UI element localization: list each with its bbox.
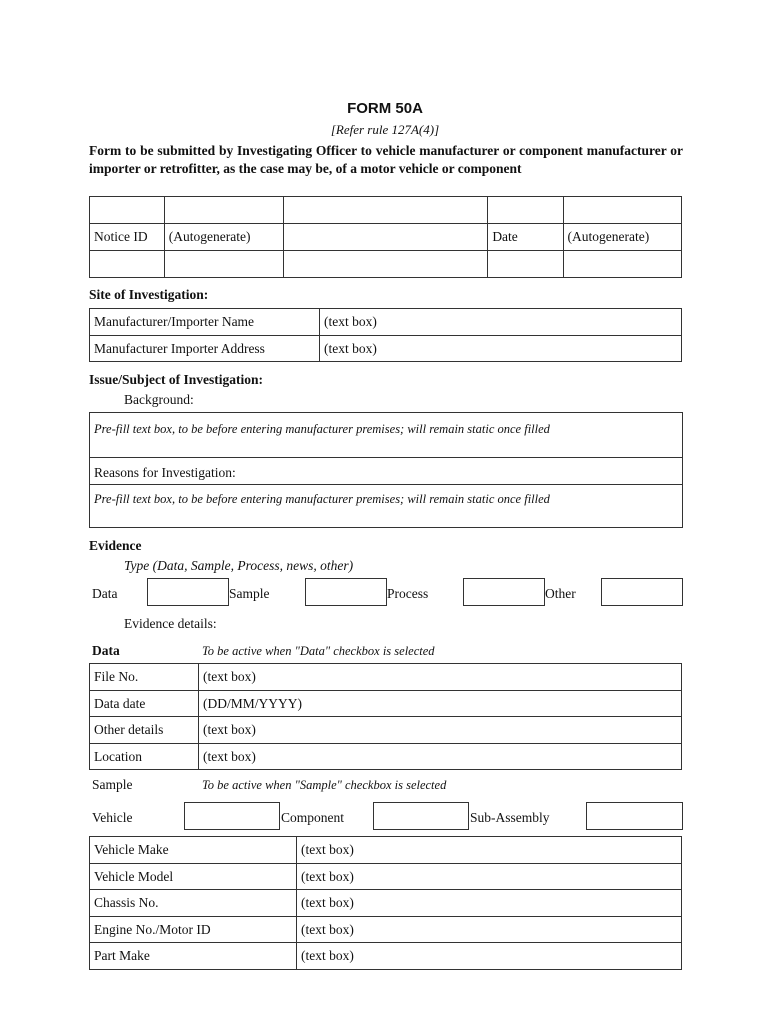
evidence-type-other-label: Other: [545, 586, 576, 601]
notice-blank-cell: [284, 251, 488, 278]
part-make-label: Part Make: [90, 943, 297, 970]
part-make-field[interactable]: (text box): [297, 943, 682, 970]
evidence-data-checkbox[interactable]: [147, 578, 229, 606]
evidence-details-label: Evidence details:: [124, 616, 217, 631]
data-date-label: Data date: [90, 691, 199, 717]
sample-component-label: Component: [281, 810, 344, 825]
manufacturer-name-label: Manufacturer/Importer Name: [90, 309, 320, 336]
reasons-label: Reasons for Investigation:: [94, 465, 236, 480]
data-details-table: [89, 663, 682, 770]
evidence-type-label: Type (Data, Sample, Process, news, other): [124, 558, 354, 573]
vehicle-make-label: Vehicle Make: [90, 837, 297, 864]
evidence-process-checkbox[interactable]: [463, 578, 545, 606]
issue-heading: Issue/Subject of Investigation:: [89, 372, 264, 387]
vehicle-model-field[interactable]: (text box): [297, 864, 682, 890]
notice-id-label: Notice ID: [90, 224, 165, 251]
notice-blank-cell: [488, 197, 563, 224]
notice-blank-cell: [90, 251, 165, 278]
evidence-type-data-label: Data: [92, 586, 118, 601]
notice-table: [89, 196, 682, 278]
data-section-heading: Data: [92, 643, 120, 658]
notice-date-value: (Autogenerate): [563, 224, 682, 251]
reasons-field[interactable]: Pre-fill text box, to be before entering manufacturer premises; will remain static once filled: [94, 492, 550, 506]
notice-blank-cell: [563, 251, 682, 278]
manufacturer-address-field[interactable]: (text box): [320, 336, 682, 362]
evidence-type-sample-label: Sample: [229, 586, 270, 601]
notice-blank-cell: [284, 197, 488, 224]
notice-blank-cell: [488, 251, 563, 278]
other-details-label: Other details: [90, 717, 199, 744]
vehicle-make-field[interactable]: (text box): [297, 837, 682, 864]
issue-panel: [89, 412, 683, 528]
data-date-field[interactable]: (DD/MM/YYYY): [199, 691, 682, 717]
notice-date-label: Date: [488, 224, 563, 251]
file-no-field[interactable]: (text box): [199, 664, 682, 691]
manufacturer-address-label: Manufacturer Importer Address: [90, 336, 320, 362]
notice-blank-cell: [284, 224, 488, 251]
site-heading: Site of Investigation:: [89, 287, 209, 302]
engine-no-field[interactable]: (text box): [297, 917, 682, 943]
sample-subassembly-label: Sub-Assembly: [470, 810, 550, 825]
file-no-label: File No.: [90, 664, 199, 691]
notice-id-value: (Autogenerate): [164, 224, 283, 251]
sample-vehicle-label: Vehicle: [92, 810, 133, 825]
data-section-note: To be active when "Data" checkbox is selected: [202, 644, 435, 658]
other-details-field[interactable]: (text box): [199, 717, 682, 744]
issue-divider: [90, 457, 682, 458]
engine-no-label: Engine No./Motor ID: [90, 917, 297, 943]
notice-blank-cell: [90, 197, 165, 224]
sample-subassembly-checkbox[interactable]: [586, 802, 683, 830]
site-table: [89, 308, 682, 362]
sample-component-checkbox[interactable]: [373, 802, 469, 830]
notice-blank-cell: [164, 197, 283, 224]
form-intro: Form to be submitted by Investigating Officer to vehicle manufacturer or component manufacturer or importer or retrofitter, as the case may be, of a motor vehicle or component: [89, 143, 683, 176]
evidence-other-checkbox[interactable]: [601, 578, 683, 606]
vehicle-model-label: Vehicle Model: [90, 864, 297, 890]
issue-divider: [90, 484, 682, 485]
sample-section-heading: Sample: [92, 777, 133, 792]
evidence-sample-checkbox[interactable]: [305, 578, 387, 606]
evidence-heading: Evidence: [89, 538, 142, 553]
sample-details-table: [89, 836, 682, 970]
sample-section-note: To be active when "Sample" checkbox is selected: [202, 778, 447, 792]
manufacturer-name-field[interactable]: (text box): [320, 309, 682, 336]
chassis-no-field[interactable]: (text box): [297, 890, 682, 917]
sample-vehicle-checkbox[interactable]: [184, 802, 280, 830]
location-field[interactable]: (text box): [199, 744, 682, 770]
evidence-type-process-label: Process: [387, 586, 429, 601]
notice-blank-cell: [563, 197, 682, 224]
form-rule-reference: [Refer rule 127A(4)]: [330, 122, 440, 137]
notice-blank-cell: [164, 251, 283, 278]
background-label: Background:: [124, 392, 194, 407]
background-field[interactable]: Pre-fill text box, to be before entering manufacturer premises; will remain static once filled: [94, 422, 550, 436]
location-label: Location: [90, 744, 199, 770]
chassis-no-label: Chassis No.: [90, 890, 297, 917]
form-title: FORM 50A: [347, 100, 423, 117]
